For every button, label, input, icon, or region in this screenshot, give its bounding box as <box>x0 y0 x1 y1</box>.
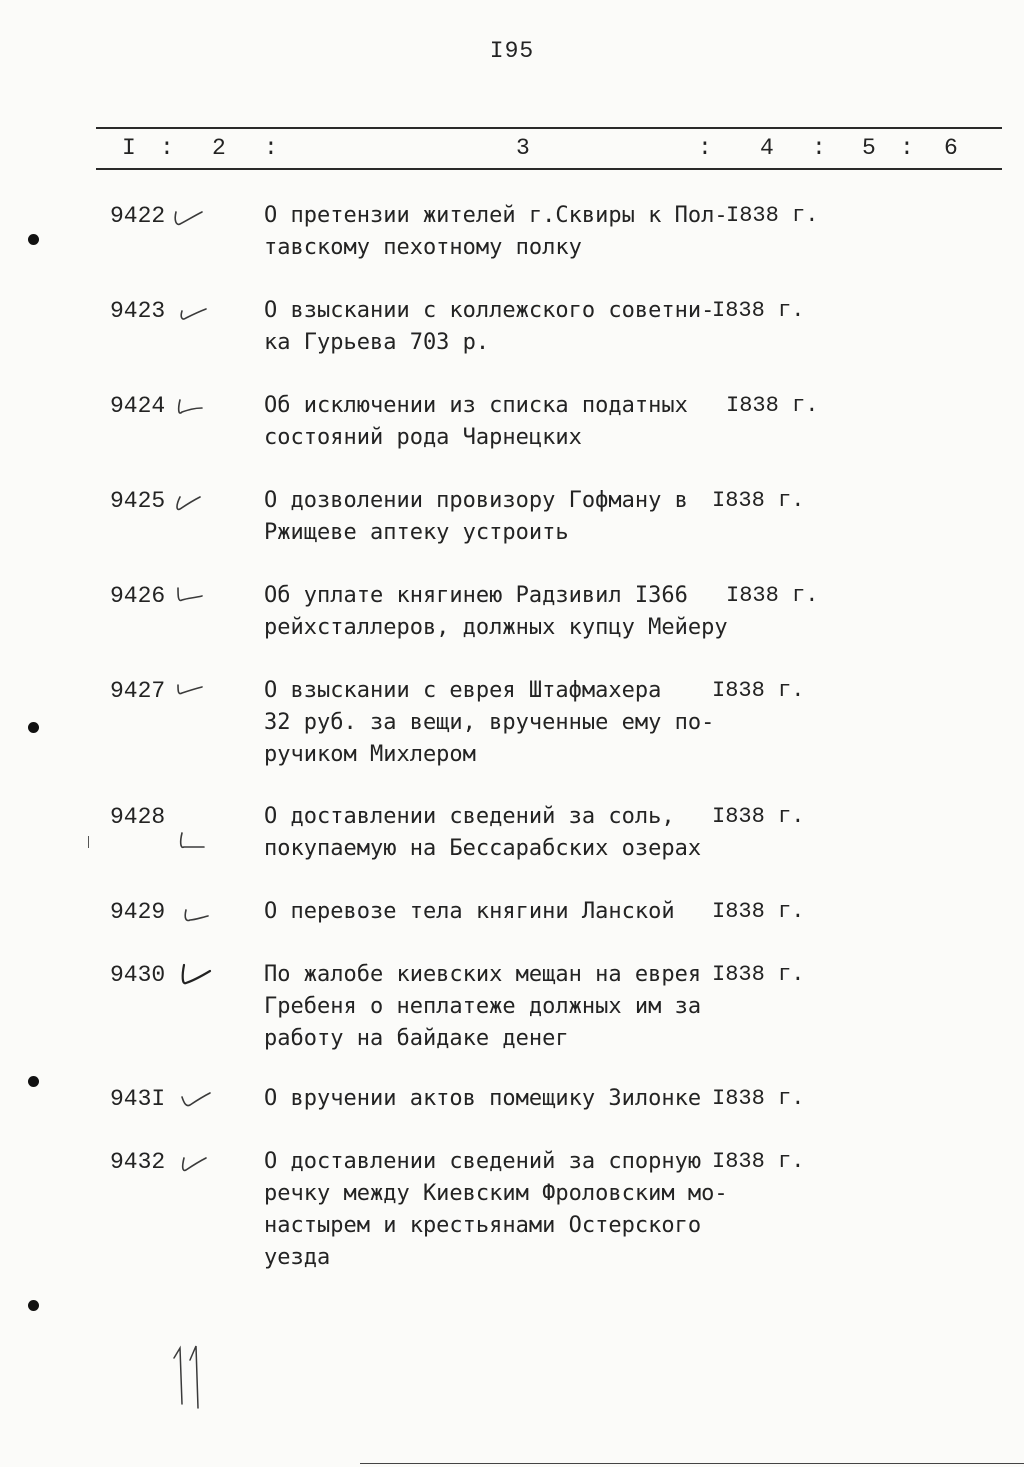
check-mark-icon <box>172 202 212 230</box>
binder-hole <box>28 1076 39 1087</box>
check-mark-icon <box>172 898 212 926</box>
entry-title: О доставлении сведений за соль, покупаемую на Бессарабских озерах <box>264 804 702 861</box>
entry-title: О взыскании с еврея Штафмахера 32 руб. за вещи, врученные ему по- ручиком Михлером <box>264 678 715 767</box>
check-mark-icon <box>172 961 212 989</box>
entry-title: О дозволении провизору Гофману в Ржищеве аптеку устроить <box>264 488 688 545</box>
check-mark-icon <box>172 1085 212 1113</box>
check-mark-icon <box>172 1148 212 1176</box>
check-mark-icon <box>172 829 212 857</box>
column-header-1: I <box>122 135 136 161</box>
entry-year: I838 г. <box>726 203 819 228</box>
column-separator-1: : <box>160 135 174 161</box>
header-rule-top <box>96 127 1002 129</box>
entry-title: О взыскании с коллежского советни- ка Гурьева 703 р. <box>264 298 715 355</box>
check-mark-icon <box>172 487 212 515</box>
column-separator-5: : <box>900 135 914 161</box>
entry-year: I838 г. <box>712 488 805 513</box>
check-mark-icon <box>172 677 212 705</box>
entry-number: 9428 <box>110 804 166 830</box>
column-header-2: 2 <box>212 135 226 161</box>
entry-number: 9426 <box>110 583 166 609</box>
column-header-5: 5 <box>862 135 876 161</box>
entry-year: I838 г. <box>726 583 819 608</box>
entry-year: I838 г. <box>712 1149 805 1174</box>
binder-hole <box>28 1300 39 1311</box>
entry-number: 9425 <box>110 488 166 514</box>
entry-year: I838 г. <box>712 678 805 703</box>
check-mark-icon <box>172 582 212 610</box>
entry-year: I838 г. <box>712 1086 805 1111</box>
margin-tick <box>88 836 89 848</box>
entry-number: 9423 <box>110 298 166 324</box>
entry-title: Об уплате княгинею Радзивил I366 рейхсталлеров, должных купцу Мейеру <box>264 583 728 640</box>
column-separator-4: : <box>812 135 826 161</box>
bottom-edge-line <box>360 1463 1024 1464</box>
entry-year: I838 г. <box>712 962 805 987</box>
entry-number: 9430 <box>110 962 166 988</box>
entry-title: Об исключении из списка податных состояний рода Чарнецких <box>264 393 688 450</box>
handwritten-number-sketch <box>160 1338 220 1412</box>
entry-year: I838 г. <box>712 804 805 829</box>
entry-year: I838 г. <box>712 298 805 323</box>
column-header-6: 6 <box>944 135 958 161</box>
entry-title: О перевозе тела княгини Ланской <box>264 899 675 924</box>
entry-number: 9429 <box>110 899 166 925</box>
column-separator-3: : <box>698 135 712 161</box>
binder-hole <box>28 234 39 245</box>
column-header-3: 3 <box>516 135 530 161</box>
binder-hole <box>28 722 39 733</box>
entry-number: 943I <box>110 1086 166 1112</box>
entry-year: I838 г. <box>712 899 805 924</box>
check-mark-icon <box>172 297 212 325</box>
entry-title: О вручении актов помещику Зилонке <box>264 1086 702 1111</box>
header-rule-bottom <box>96 168 1002 170</box>
entry-year: I838 г. <box>726 393 819 418</box>
entry-number: 9427 <box>110 678 166 704</box>
check-mark-icon <box>172 392 212 420</box>
entry-number: 9422 <box>110 203 166 229</box>
entry-number: 9432 <box>110 1149 166 1175</box>
column-header-4: 4 <box>760 135 774 161</box>
page-number: I95 <box>489 38 535 64</box>
entry-title: О претензии жителей г.Сквиры к Пол- тавскому пехотному полку <box>264 203 728 260</box>
entry-number: 9424 <box>110 393 166 419</box>
column-separator-2: : <box>264 135 278 161</box>
entry-title: О доставлении сведений за спорную речку между Киевским Фроловским мо- настырем и крестьянами Остерского уезда <box>264 1149 728 1270</box>
entry-title: По жалобе киевских мещан на еврея Гребеня о неплатеже должных им за работу на байдаке денег <box>264 962 702 1051</box>
